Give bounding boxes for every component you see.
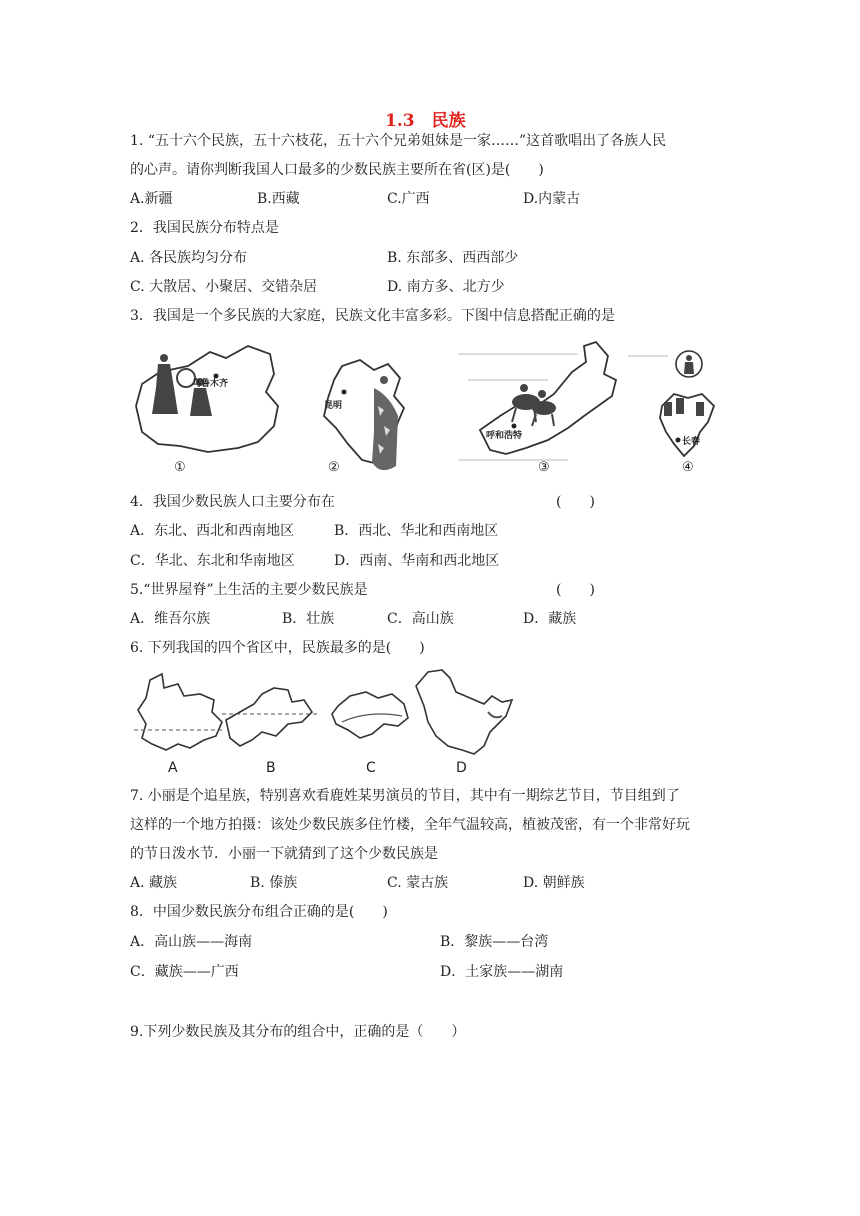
page-title: 1.3 民族 — [385, 111, 466, 131]
map-label-changchun: 长春 — [682, 437, 701, 447]
question-7-option-a: A. 藏族 — [130, 875, 178, 891]
question-8-option-a: A．高山族——海南 — [130, 934, 253, 950]
question-6-stem: 6. 下列我国的四个省区中，民族最多的是( ) — [130, 640, 425, 656]
question-7-line-3: 的节日泼水节．小丽一下就猜到了这个少数民族是 — [130, 846, 438, 862]
peacock-dancer-figure — [372, 376, 398, 470]
province-label-b: B — [266, 760, 276, 776]
map-label-hohhot: 呼和浩特 — [486, 431, 523, 441]
question-1-option-c: C.广西 — [387, 191, 430, 207]
question-5-option-b: B．壮族 — [282, 611, 335, 627]
question-5-option-c: C．高山族 — [387, 611, 454, 627]
question-1-line-2: 的心声。请你判断我国人口最多的少数民族主要所在省(区)是( ) — [130, 162, 544, 178]
question-1-line-1: 1. “五十六个民族，五十六枝花，五十六个兄弟姐妹是一家……”这首歌唱出了各族人民 — [130, 133, 667, 149]
question-4-option-c: C．华北、东北和华南地区 — [130, 553, 295, 569]
dance-figures-4 — [664, 355, 704, 416]
question-7-line-1: 7. 小丽是个追星族，特别喜欢看鹿姓某男演员的节目，其中有一期综艺节目，节目组到了 — [130, 788, 680, 804]
question-4-paren: ( ) — [556, 494, 595, 510]
question-2-option-a: A. 各民族均匀分布 — [130, 250, 248, 266]
question-9-stem: 9.下列少数民族及其分布的组合中，正确的是（ ） — [130, 1024, 466, 1040]
question-4-stem: 4．我国少数民族人口主要分布在 — [130, 494, 335, 510]
figure-number-1: ① — [174, 460, 186, 475]
figure-number-3: ③ — [538, 460, 550, 475]
map-label-kunming: 昆明 — [324, 401, 343, 411]
question-4-option-b: B．西北、华北和西南地区 — [334, 523, 499, 539]
question-5-option-a: A．维吾尔族 — [130, 611, 211, 627]
question-4-option-a: A．东北、西北和西南地区 — [130, 523, 295, 539]
question-2-option-c: C. 大散居、小聚居、交错杂居 — [130, 279, 318, 295]
question-7-option-b: B. 傣族 — [250, 875, 298, 891]
question-2-stem: 2．我国民族分布特点是 — [130, 220, 279, 236]
question-7-line-2: 这样的一个地方拍摄：该处少数民族多住竹楼，全年气温较高，植被茂密，有一个非常好玩 — [130, 817, 690, 833]
question-5-paren: ( ) — [556, 582, 595, 598]
province-a-outline — [138, 674, 222, 750]
question-2-option-d: D. 南方多、北方少 — [387, 279, 505, 295]
question-2-option-b: B. 东部多、西西部少 — [387, 250, 519, 266]
map-label-urumqi: 乌鲁木齐 — [192, 379, 229, 389]
question-7-option-c: C. 蒙古族 — [387, 875, 449, 891]
question-3-stem: 3．我国是一个多民族的大家庭，民族文化丰富多彩。下图中信息搭配正确的是 — [130, 308, 615, 324]
question-8-option-d: D．土家族——湖南 — [440, 964, 564, 980]
question-1-option-a: A.新疆 — [130, 191, 173, 207]
question-7-option-d: D. 朝鲜族 — [523, 875, 585, 891]
question-8-stem: 8．中国少数民族分布组合正确的是( ) — [130, 904, 388, 920]
province-label-c: C — [366, 760, 376, 776]
province-b-outline — [226, 688, 312, 746]
question-5-stem: 5.“世界屋脊”上生活的主要少数民族是 — [130, 582, 368, 598]
question-8-option-c: C．藏族——广西 — [130, 964, 239, 980]
province-label-d: D — [456, 760, 467, 776]
horse-riders-figure — [512, 384, 556, 426]
question-8-option-b: B．黎族——台湾 — [440, 934, 549, 950]
question-1-option-d: D.内蒙古 — [523, 191, 581, 207]
question-6-figure — [128, 666, 520, 780]
question-3-figure — [128, 336, 724, 482]
province-label-a: A — [168, 760, 178, 776]
question-5-option-d: D．藏族 — [523, 611, 577, 627]
question-1-option-b: B.西藏 — [257, 191, 300, 207]
figure-number-4: ④ — [682, 460, 694, 475]
figure-number-2: ② — [328, 460, 340, 475]
province-d-outline — [416, 670, 512, 754]
question-4-option-d: D．西南、华南和西北地区 — [334, 553, 500, 569]
